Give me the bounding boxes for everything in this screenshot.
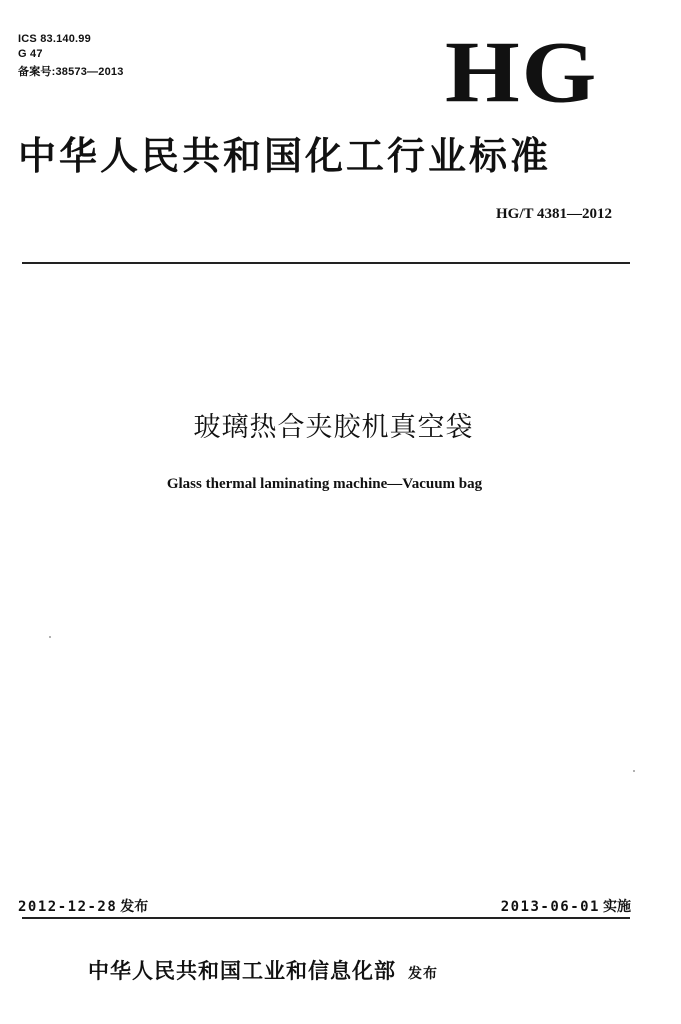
implementation-date-suffix: 实施 [603, 899, 631, 915]
document-title-en: Glass thermal laminating machine—Vacuum bag [166, 476, 483, 492]
issue-date [18, 896, 148, 916]
document-title-zh: 玻璃热合夹胶机真空袋 [193, 412, 474, 443]
scan-speck [633, 770, 635, 772]
issue-date-suffix: 发布 [120, 899, 149, 915]
bottom-divider [22, 917, 630, 919]
ics-code: ICS 83.140.99 [18, 33, 91, 45]
issue-date-value: 2012-12-28 [18, 899, 118, 915]
implementation-date [501, 896, 631, 916]
standard-number: HG/T 4381—2012 [496, 206, 612, 222]
standard-title: 中华人民共和国化工行业标准 [18, 133, 552, 178]
issuer-suffix: 发布 [408, 966, 438, 982]
classification-code: G 47 [18, 48, 43, 60]
issuing-authority [88, 955, 438, 985]
top-divider [22, 262, 630, 264]
implementation-date-value: 2013-06-01 [500, 899, 600, 915]
scan-speck [49, 636, 51, 638]
issuer-name: 中华人民共和国工业和信息化部 [88, 958, 396, 983]
hg-logo: HG [445, 22, 599, 121]
record-number: 备案号:38573—2013 [18, 66, 124, 78]
